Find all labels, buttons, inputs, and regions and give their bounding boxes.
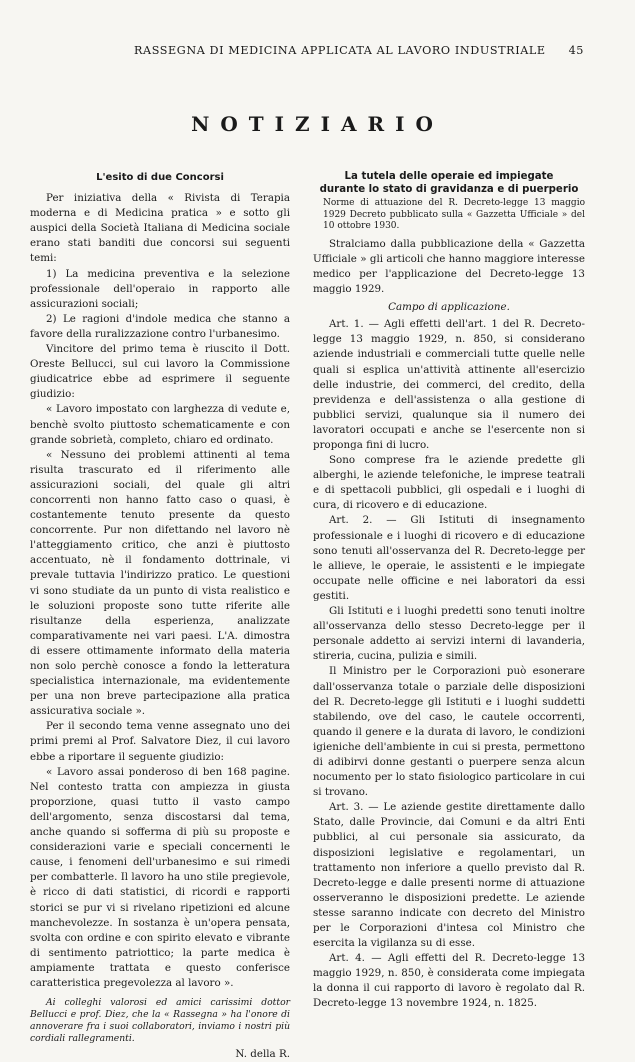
right-article-heading [313, 170, 585, 196]
left-paragraph: Vincitore del primo tema è riuscito il Dott. Oreste Bellucci, sul cui lavoro la Commissione giudicatrice ebbe ad esprimere il seguente giudizio: [30, 343, 290, 401]
running-head: RASSEGNA DI MEDICINA APPLICATA AL LAVORO INDUSTRIALE [134, 44, 546, 57]
left-paragraph: « Nessuno dei problemi attinenti al tema risulta trascurato ed il riferimento alle assicurazioni sociali, del quale gli altri concorrenti non hanno fatto caso o quasi, è costantemente tenuto presente da questo concorrente. Pur non difettando nel lavoro nè l'atteggiamento critico, che anzi è piuttosto accentuato, nè il fondamento dottrinale, vi prevale tuttavia l'indirizzo pratico. Le questioni vi sono studiate da un punto di vista realistico e le soluzioni proposte sono tutte riferite alle risultanze della esperienza, analizzate comparativamente nei vari paesi. L'A. dimostra di essere ottimamente informato della materia non solo perchè conosce a fondo la letteratura specialistica internazionale, ma evidentemente per una non breve partecipazione alla pratica assicurativa sociale ». [30, 448, 290, 718]
right-intro: Stralciamo dalla pubblicazione della « Gazzetta Ufficiale » gli articoli che hanno maggiore interesse medico per l'applicazione del Decreto-legge 13 maggio 1929. [313, 237, 585, 296]
article-paragraph: Art. 2. — Gli Istituti di insegnamento professionale e i luoghi di ricovero e di educazione sono tenuti all'osservanza del R. Decreto-legge per le allieve, le operaie, le assistenti e le impiegate occupate nelle officine e nei laboratori da essi gestiti. [313, 514, 585, 602]
article-paragraph: Sono comprese fra le aziende predette gli alberghi, le aziende telefoniche, le imprese teatrali e di spettacoli pubblici, gli ospedali e i luoghi di cura, di ricovero e di educazione. [313, 454, 585, 512]
page-header [48, 44, 588, 60]
article-paragraph: Art. 3. — Le aziende gestite direttamente dallo Stato, dalle Provincie, dai Comuni e da altri Enti pubblici, al cui personale sia assicurato, da disposizioni legislative e regolamentari, un trattamento non inferiore a quello previsto dal R. Decreto-legge e dalle presenti norme di attuazione osserveranno le disposizioni predette. Le aziende stesse saranno indicate con decreto del Ministro per le Corporazioni d'intesa col Ministro che esercita la vigilanza su di esse. [313, 801, 585, 950]
page-title: NOTIZIARIO [191, 112, 444, 136]
article-paragraph: Art. 1. — Agli effetti dell'art. 1 del R. Decreto-legge 13 maggio 1929, n. 850, si considerano aziende industriali e commerciali tutte quelle nelle quali si esplica un'attività attinente all'esercizio delle industrie, dei commerci, del credito, della previdenza e dell'assistenza o alla gestione di pubblici servizi, qualunque sia il numero dei lavoratori occupati e anche se l'esercente non si proponga fini di lucro. [313, 318, 585, 451]
section-title: Campo di applicazione. [388, 301, 510, 314]
left-paragraph: Per iniziativa della « Rivista di Terapia moderna e di Medicina pratica » e sotto gli auspici della Società Italiana di Medicina sociale erano stati banditi due concorsi sui seguenti temi: [30, 192, 290, 265]
right-column [313, 170, 585, 1012]
left-column [30, 170, 290, 1062]
article-paragraph: Gli Istituti e i luoghi predetti sono tenuti inoltre all'osservanza dello stesso Decreto-legge per il personale addetto ai servizi interni di lavanderia, stireria, cucina, pulizia e simili. [313, 605, 585, 663]
left-paragraph: 2) Le ragioni d'indole medica che stanno a favore della ruralizzazione contro l'urbanesimo. [30, 312, 290, 340]
left-paragraph: « Lavoro impostato con larghezza di vedute e, benchè svolto piuttosto schematicamente e con grande sobrietà, completo, chiaro ed ordinato. [30, 403, 290, 446]
closing-note: Ai colleghi valorosi ed amici carissimi dottor Bellucci e prof. Diez, che la « Rassegna » ha l'onore di annoverare fra i suoi collaboratori, inviamo i nostri più cordiali rallegramenti. [30, 997, 290, 1045]
article-paragraph: Il Ministro per le Corporazioni può esonerare dall'osservanza totale o parziale delle disposizioni del R. Decreto-legge gli Istituti e i luoghi suddetti stabilendo, ove del caso, le cautele occorrenti, quando il genere e la durata di lavoro, le condizioni igieniche dell'ambiente in cui si presta, permettono di adibirvi donne gestanti o puerpere senza alcun nocumento per lo stato fisiologico particolare in cui si trovano. [313, 665, 585, 799]
signature: N. della R. [235, 1048, 290, 1061]
left-paragraph: 1) La medicina preventiva e la selezione professionale dell'operaio in rapporto alle assicurazioni sociali; [30, 267, 290, 310]
left-paragraph: Per il secondo tema venne assegnato uno dei primi premi al Prof. Salvatore Diez, il cui lavoro ebbe a riportare il seguente giudizio: [30, 720, 290, 763]
right-heading-line-1: La tutela delle operaie ed impiegate [344, 171, 554, 182]
right-heading-line-2: durante lo stato di gravidanza e di puerperio [319, 184, 579, 195]
left-article-heading: L'esito di due Concorsi [96, 172, 224, 183]
article-paragraph: Art. 4. — Agli effetti del R. Decreto-legge 13 maggio 1929, n. 850, è considerata come impiegata la donna il cui rapporto di lavoro è regolato dal R. Decreto-legge 13 novembre 1924, n. 1825. [313, 952, 585, 1010]
page-number: 45 [568, 44, 584, 57]
left-paragraph: « Lavoro assai ponderoso di ben 168 pagine. Nel contesto tratta con ampiezza in giusta proporzione, quasi tutto il vasto campo dell'argomento, senza discostarsi dal tema, anche quando si sofferma di più su proposte e considerazioni varie e speciali concernenti le cause, i fenomeni dell'urbanesimo e sui rimedi per combatterle. Il lavoro ha uno stile pregievole, è ricco di dati statistici, di ricordi e rapporti storici se pur vi si rivelano ripetizioni ed alcune manchevolezze. In sostanza è un'opera pensata, svolta con ordine e con spirito elevato e vibrante di sentimento patriottico; la parte medica è ampiamente trattata e questo conferisce caratteristica pregevolezza al lavoro ». [30, 765, 290, 989]
decree-note: Norme di attuazione del R. Decreto-legge 13 maggio 1929 Decreto pubblicato sulla « Gazzetta Ufficiale » del 10 ottobre 1930. [323, 198, 585, 232]
